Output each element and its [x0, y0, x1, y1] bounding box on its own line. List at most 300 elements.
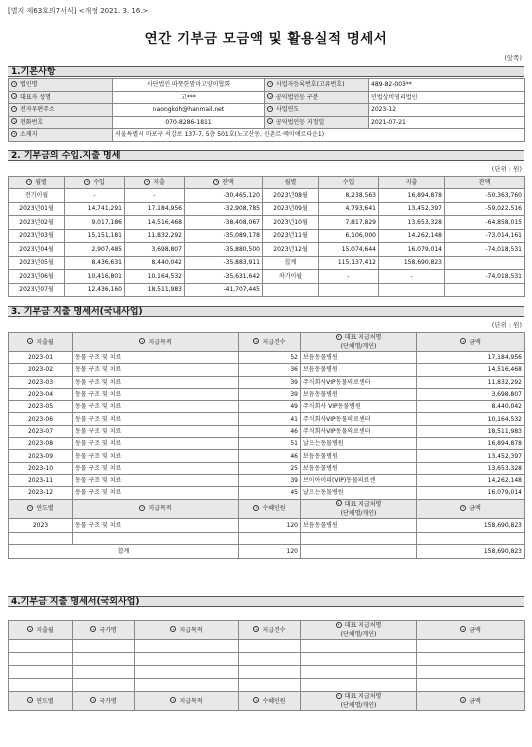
count-cell	[239, 413, 301, 425]
cell-text: 금액	[469, 338, 481, 346]
bullet-icon	[84, 179, 90, 185]
cell-text: 2023-10	[27, 464, 54, 472]
cell-text: 10,416,801	[87, 272, 122, 280]
amount-cell	[185, 229, 263, 243]
cell-text: 14,741,291	[87, 205, 122, 213]
blank-cell	[73, 666, 135, 679]
cell-text: 2023-12	[27, 489, 54, 497]
amount-cell	[65, 270, 125, 284]
amount-cell	[185, 243, 263, 257]
count-cell	[239, 352, 301, 364]
purpose-cell	[73, 364, 239, 376]
cell-text: -74,018,531	[485, 272, 522, 280]
cell-text: 2023-12	[371, 106, 397, 114]
cell-text: 4,793,641	[345, 205, 376, 213]
purpose-cell	[73, 376, 239, 388]
blank-cell	[301, 666, 417, 679]
cell-text: 18,511,983	[147, 286, 182, 294]
cell-text: 41	[290, 415, 298, 423]
count-cell	[239, 376, 301, 388]
amount-cell	[445, 216, 525, 230]
purpose-cell	[73, 487, 239, 499]
table-row	[9, 487, 525, 499]
bullet-icon	[144, 179, 150, 185]
amount-cell	[125, 243, 185, 257]
purpose-cell	[73, 474, 239, 486]
cell-text: 연도별	[36, 697, 54, 705]
cell-text: 2023-09	[27, 452, 54, 460]
month-cell	[263, 202, 319, 216]
table-row	[9, 376, 525, 388]
cell-text: -59,022,516	[485, 205, 522, 213]
cell-text: 동물 구조 및 치료	[75, 378, 122, 386]
cell-text: 52	[290, 354, 298, 362]
month-cell	[9, 450, 73, 462]
form-note: [별지 제63호의7서식] <개정 2021. 3. 16.>	[8, 7, 149, 15]
amount-cell	[125, 256, 185, 270]
section-4-title: 4.기부금 지출 명세서(국외사업)	[8, 596, 524, 607]
cell-text: 동물 구조 및 치료	[75, 489, 122, 497]
cell-text: 39	[290, 477, 298, 485]
cell-text: 사업자등록번호(고유번호)	[276, 81, 345, 89]
cell-text: 2023-01	[27, 354, 54, 362]
cell-text: 지급건수	[262, 626, 286, 634]
recipient-cell	[301, 388, 417, 400]
month-cell	[9, 376, 73, 388]
cell-text: 2023-03	[27, 378, 54, 386]
table-row	[9, 283, 525, 297]
cell-text: -	[347, 272, 350, 280]
blank-cell	[9, 679, 73, 692]
column-header	[239, 499, 301, 518]
bullet-icon	[11, 81, 17, 87]
amount-cell	[379, 256, 445, 270]
bullet-icon	[267, 93, 273, 99]
cell-text: -35,089,178	[223, 232, 260, 240]
table-row	[9, 640, 525, 653]
cell-text: 동물 구조 및 치료	[75, 354, 122, 362]
cell-text: 36	[290, 366, 298, 374]
bullet-icon	[170, 626, 176, 632]
cell-text: 주식회사VIP동물의료센터	[303, 378, 371, 386]
cell-text: 11,832,292	[487, 378, 522, 386]
amount-cell	[319, 202, 379, 216]
amount-cell	[125, 283, 185, 297]
amount-cell	[417, 474, 525, 486]
column-header	[417, 333, 525, 352]
cell-text: 지출월	[36, 626, 54, 634]
cell-text: 13,653,328	[407, 218, 442, 226]
cell-text: -	[410, 272, 413, 280]
table-row	[9, 413, 525, 425]
table-header	[9, 333, 525, 352]
section-3-title: 3. 기부금 지출 명세서(국내사업)	[8, 306, 524, 317]
cell-text: 지급목적	[179, 626, 203, 634]
bullet-icon	[27, 697, 33, 703]
cell-text: 16,894,878	[407, 191, 442, 199]
cell-text: 14,262,148	[487, 477, 522, 485]
month-cell	[9, 270, 65, 284]
amount-cell	[65, 189, 125, 203]
cell-text: 16,894,878	[487, 440, 522, 448]
cell-text: 2023년05월	[19, 259, 54, 267]
bullet-icon	[253, 626, 259, 632]
month-cell	[9, 487, 73, 499]
cell-text: 489-82-003**	[371, 81, 412, 89]
cell-text: 120	[286, 521, 298, 529]
column-header	[263, 177, 319, 189]
cell-text: 51	[290, 440, 298, 448]
field-value	[113, 104, 265, 117]
cell-text: 동물 구조 및 치료	[75, 440, 122, 448]
count-cell	[239, 450, 301, 462]
unit-label: (단위 : 원)	[491, 165, 522, 173]
cell-text: 동물 구조 및 치료	[75, 464, 122, 472]
amount-cell	[319, 216, 379, 230]
cell-text: 고***	[181, 93, 196, 101]
recipient-cell	[301, 450, 417, 462]
field-label	[9, 79, 113, 92]
cell-text: 대표 지급처명 (단체명/개인)	[340, 334, 382, 350]
cell-text: 3,698,807	[491, 391, 522, 399]
blank-cell	[239, 640, 301, 653]
cell-text: 14,516,468	[487, 366, 522, 374]
blank-cell	[239, 532, 301, 544]
bullet-icon	[26, 179, 32, 185]
cell-text: 브이아이피(VIP)동물의료센	[303, 477, 376, 485]
count-cell	[239, 425, 301, 437]
month-cell	[263, 243, 319, 257]
cell-text: 월별	[284, 179, 297, 186]
cell-text: 2023년10월	[273, 218, 308, 226]
section-1-title: 1.기본사항	[8, 66, 524, 77]
amount-cell	[65, 216, 125, 230]
total-row	[9, 544, 525, 558]
recipient-cell	[301, 487, 417, 499]
month-cell	[9, 438, 73, 450]
table-row	[9, 79, 525, 92]
blank-cell	[9, 666, 73, 679]
table-row	[9, 91, 525, 104]
table-row	[9, 364, 525, 376]
bullet-icon	[460, 626, 466, 632]
cell-text: 2023-07	[27, 427, 54, 435]
cell-text: 보듬동물병원	[303, 452, 338, 460]
amount-cell	[379, 189, 445, 203]
bullet-icon	[27, 505, 33, 511]
month-cell	[263, 229, 319, 243]
month-cell	[9, 243, 65, 257]
field-label	[265, 79, 369, 92]
month-cell	[9, 202, 65, 216]
side-label: (앞쪽)	[504, 54, 522, 62]
cell-text: 18,511,983	[487, 427, 522, 435]
cell-text: 소재지	[20, 131, 38, 139]
purpose-cell	[73, 425, 239, 437]
cell-text: 주식회사VIP동물의료센터	[303, 427, 371, 435]
column-header	[301, 692, 417, 711]
cell-text: 13,452,397	[487, 452, 522, 460]
amount-cell	[125, 216, 185, 230]
month-cell	[9, 364, 73, 376]
amount-cell	[319, 270, 379, 284]
bullet-icon	[336, 622, 342, 628]
bullet-icon	[90, 626, 96, 632]
bullet-icon	[27, 338, 33, 344]
purpose-cell	[73, 450, 239, 462]
amount-cell	[379, 270, 445, 284]
column-header	[417, 692, 525, 711]
amount-cell	[65, 202, 125, 216]
amount-cell	[417, 518, 525, 532]
blank-cell	[417, 679, 525, 692]
table-row	[9, 229, 525, 243]
column-header	[319, 177, 379, 189]
cell-text: 2,907,485	[91, 245, 122, 253]
year-cell	[9, 518, 73, 532]
cell-text: 지급건수	[262, 338, 286, 346]
amount-cell	[417, 438, 525, 450]
cell-text: 2023-05	[27, 403, 54, 411]
cell-text: 2023년01월	[19, 205, 54, 213]
column-header	[417, 621, 525, 640]
purpose-cell	[73, 352, 239, 364]
cell-text: 수입	[342, 179, 355, 186]
amount-cell	[185, 202, 263, 216]
blank-cell	[417, 666, 525, 679]
cell-text: 지급목적	[148, 505, 172, 513]
table-row	[9, 474, 525, 486]
cell-text: 12,436,160	[87, 286, 122, 294]
cell-text: -	[93, 191, 96, 199]
cell-text: 2023-11	[27, 477, 54, 485]
table-header	[9, 177, 525, 189]
cell-text: -	[153, 191, 156, 199]
cell-text: 날으는동물병원	[303, 440, 344, 448]
cell-text: 동물 구조 및 치료	[75, 415, 122, 423]
cell-text: 120	[286, 547, 298, 555]
month-cell	[263, 256, 319, 270]
column-header	[379, 177, 445, 189]
bullet-icon	[139, 505, 145, 511]
count-cell	[239, 401, 301, 413]
cell-text: 주식회사VIP동물의료센터	[303, 415, 371, 423]
table-row	[9, 189, 525, 203]
field-value	[113, 91, 265, 104]
table-row	[9, 216, 525, 230]
cell-text: 동물 구조 및 치료	[75, 521, 122, 529]
amount-cell	[445, 243, 525, 257]
cell-text: -74,018,531	[485, 245, 522, 253]
cell-text: 2023년02월	[19, 218, 54, 226]
month-cell	[263, 270, 319, 284]
table-row	[9, 425, 525, 437]
amount-cell	[379, 202, 445, 216]
amount-cell	[445, 283, 525, 297]
bullet-icon	[267, 118, 273, 124]
amount-cell	[319, 256, 379, 270]
table-row	[9, 388, 525, 400]
address-value	[113, 129, 525, 142]
domestic-expense-table	[8, 332, 525, 559]
cell-text: -35,880,500	[223, 245, 260, 253]
cell-text: 보듬동물병원	[303, 391, 338, 399]
recipient-cell	[301, 413, 417, 425]
blank-cell	[9, 640, 73, 653]
cell-text: 대표 지급처명 (단체명/개인)	[340, 500, 382, 517]
cell-text: 2023-06	[27, 415, 54, 423]
bullet-icon	[11, 106, 17, 112]
column-header	[9, 621, 73, 640]
blank-cell	[135, 679, 239, 692]
amount-cell	[417, 487, 525, 499]
field-value	[369, 91, 525, 104]
blank-cell	[301, 679, 417, 692]
bullet-icon	[170, 697, 176, 703]
month-cell	[9, 388, 73, 400]
cell-text: 지출	[153, 179, 165, 186]
cell-text: 금액	[469, 505, 481, 513]
cell-text: 대표자 성명	[20, 93, 51, 101]
cell-text: 공익법인등 지정일	[276, 118, 325, 126]
cell-text: 2023년04월	[19, 245, 54, 253]
cell-text: 사업연도	[276, 106, 300, 114]
amount-cell	[445, 189, 525, 203]
bullet-icon	[336, 500, 342, 506]
table-row	[9, 129, 525, 142]
amount-cell	[445, 202, 525, 216]
purpose-cell	[73, 401, 239, 413]
cell-text: 39	[290, 378, 298, 386]
month-cell	[9, 256, 65, 270]
field-label	[265, 104, 369, 117]
blank-cell	[9, 532, 73, 544]
cell-text: 25	[290, 464, 298, 472]
table-row	[9, 202, 525, 216]
table-row	[9, 270, 525, 284]
amount-cell	[379, 243, 445, 257]
amount-cell	[319, 243, 379, 257]
column-header	[125, 177, 185, 189]
cell-text: 16,079,014	[487, 489, 522, 497]
cell-text: 동물 구조 및 치료	[75, 452, 122, 460]
column-header	[135, 621, 239, 640]
cell-text: 동물 구조 및 치료	[75, 403, 122, 411]
cell-text: 지출	[405, 179, 418, 186]
column-header	[445, 177, 525, 189]
blank-cell	[301, 653, 417, 666]
bullet-icon	[253, 697, 259, 703]
bullet-icon	[213, 179, 219, 185]
month-cell	[9, 283, 65, 297]
table-row	[9, 401, 525, 413]
cell-text: 17,184,956	[487, 354, 522, 362]
cell-text: 차기이월	[278, 272, 303, 280]
blank-cell	[239, 679, 301, 692]
recipient-cell	[301, 364, 417, 376]
month-cell	[263, 189, 319, 203]
cell-text: 전자우편주소	[20, 106, 55, 114]
amount-cell	[417, 450, 525, 462]
total-count	[239, 544, 301, 558]
field-label	[265, 91, 369, 104]
bullet-icon	[460, 505, 466, 511]
cell-text: 민법상비영리법인	[371, 93, 418, 101]
cell-text: 수혜인원	[262, 697, 286, 705]
table-header	[9, 692, 525, 711]
field-value	[369, 116, 525, 129]
cell-text: 보듬동물병원	[303, 521, 338, 529]
column-header	[301, 499, 417, 518]
bullet-icon	[11, 131, 17, 137]
month-cell	[9, 189, 65, 203]
cell-text: 동물 구조 및 치료	[75, 391, 122, 399]
blank-cell	[301, 640, 417, 653]
cell-text: 동물 구조 및 치료	[75, 366, 122, 374]
cell-text: 전화번호	[20, 118, 44, 126]
amount-cell	[185, 256, 263, 270]
amount-cell	[125, 270, 185, 284]
recipient-cell	[301, 438, 417, 450]
bullet-icon	[336, 693, 342, 699]
amount-cell	[379, 229, 445, 243]
cell-text: naongkoh@hanmail.net	[152, 106, 225, 114]
bullet-icon	[253, 505, 259, 511]
blank-cell	[239, 666, 301, 679]
cell-text: 13,653,328	[487, 464, 522, 472]
cell-text: 15,151,181	[87, 232, 122, 240]
bullet-icon	[460, 697, 466, 703]
bullet-icon	[253, 338, 259, 344]
cell-text: 10,164,532	[147, 272, 182, 280]
month-cell	[9, 352, 73, 364]
cell-text: 공익법인등 구분	[276, 93, 319, 101]
table-row	[9, 256, 525, 270]
cell-text: 115,137,412	[337, 259, 376, 267]
cell-text: 서울특별시 마포구 서강로 137-7, 5층 501호(노고산동, 신촌르·메이에르타운1)	[115, 131, 325, 139]
cell-text: 지출월	[36, 338, 54, 346]
column-header	[239, 621, 301, 640]
bullet-icon	[27, 626, 33, 632]
column-header	[73, 621, 135, 640]
cell-text: 13,452,397	[407, 205, 442, 213]
cell-text: 2023년09월	[273, 205, 308, 213]
cell-text: -64,858,015	[485, 218, 522, 226]
income-expense-table	[8, 176, 525, 297]
cell-text: 070-8286-1811	[165, 118, 212, 126]
amount-cell	[125, 202, 185, 216]
cell-text: 날으는동물병원	[303, 489, 344, 497]
cell-text: 2023년12월	[273, 245, 308, 253]
amount-cell	[417, 388, 525, 400]
amount-cell	[319, 229, 379, 243]
cell-text: -35,631,642	[223, 272, 260, 280]
cell-text: 합계	[284, 259, 297, 267]
month-cell	[9, 462, 73, 474]
count-cell	[239, 364, 301, 376]
cell-text: 국가명	[99, 626, 117, 634]
amount-cell	[445, 256, 525, 270]
bullet-icon	[267, 106, 273, 112]
amount-cell	[125, 229, 185, 243]
cell-text: 8,440,042	[491, 403, 522, 411]
page-title: 연간 기부금 모금액 및 활용실적 명세서	[144, 31, 388, 47]
column-header	[301, 621, 417, 640]
count-cell	[239, 438, 301, 450]
cell-text: 전기이월	[24, 191, 49, 199]
cell-text: 사단법인 따뜻한맘마고양이협회	[146, 81, 231, 89]
overseas-expense-table	[8, 620, 525, 711]
